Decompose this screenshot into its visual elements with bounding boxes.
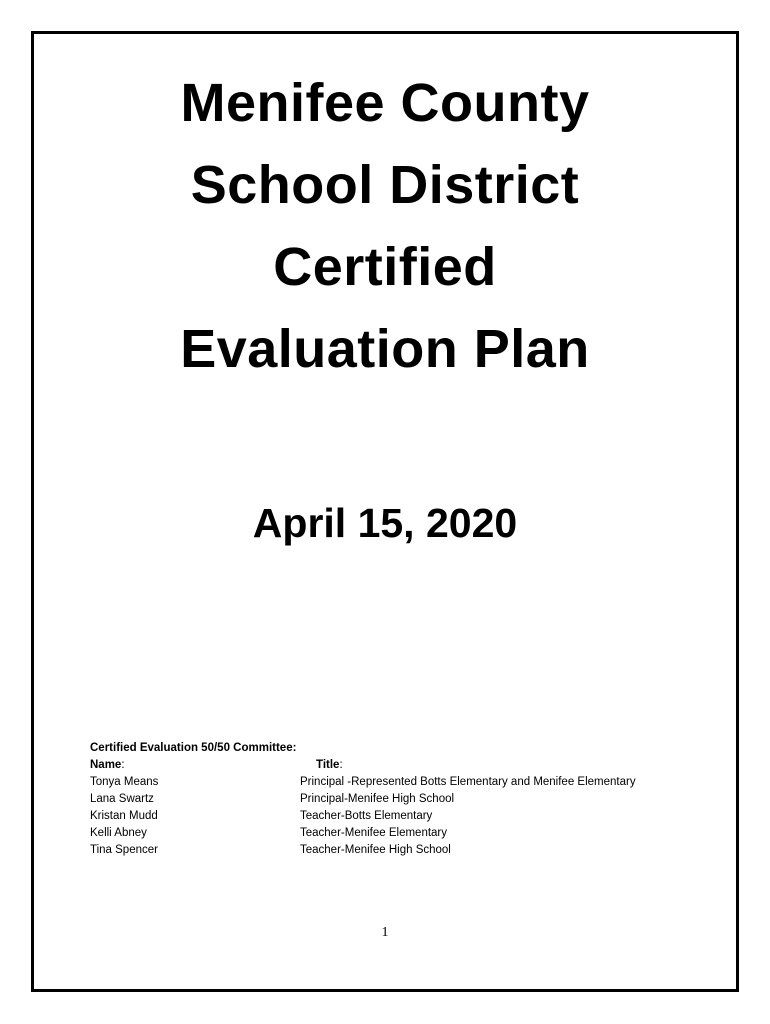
committee-column-headers bbox=[90, 757, 710, 774]
member-name: Tonya Means bbox=[90, 776, 159, 788]
title-column-header bbox=[316, 757, 343, 774]
title-line: Certified bbox=[273, 237, 497, 297]
member-title: Teacher-Menifee High School bbox=[300, 844, 451, 856]
committee-member-row bbox=[90, 774, 710, 791]
title-line: Evaluation Plan bbox=[180, 319, 590, 379]
title-line: Menifee County bbox=[180, 73, 590, 133]
member-name: Kristan Mudd bbox=[90, 810, 158, 822]
committee-member-row bbox=[90, 842, 710, 859]
name-column-header bbox=[90, 757, 125, 774]
committee-member-row bbox=[90, 791, 710, 808]
committee-heading: Certified Evaluation 50/50 Committee: bbox=[90, 742, 297, 754]
member-name: Tina Spencer bbox=[90, 844, 158, 856]
title-header-colon: : bbox=[339, 759, 343, 771]
member-name: Kelli Abney bbox=[90, 827, 147, 839]
member-name: Lana Swartz bbox=[90, 793, 154, 805]
document-title bbox=[31, 62, 739, 390]
member-title: Principal -Represented Botts Elementary and Menifee Elementary bbox=[300, 776, 636, 788]
committee-member-row bbox=[90, 808, 710, 825]
page-number: 1 bbox=[381, 925, 389, 940]
member-title: Teacher-Botts Elementary bbox=[300, 810, 433, 822]
name-header-label: Name bbox=[90, 759, 122, 771]
committee-member-row bbox=[90, 825, 710, 842]
name-header-colon: : bbox=[121, 759, 125, 771]
title-line: School District bbox=[190, 155, 580, 215]
member-title: Principal-Menifee High School bbox=[300, 793, 455, 805]
document-date: April 15, 2020 bbox=[252, 500, 518, 546]
member-title: Teacher-Menifee Elementary bbox=[300, 827, 448, 839]
committee-section bbox=[90, 740, 710, 859]
title-header-label: Title bbox=[316, 759, 340, 771]
